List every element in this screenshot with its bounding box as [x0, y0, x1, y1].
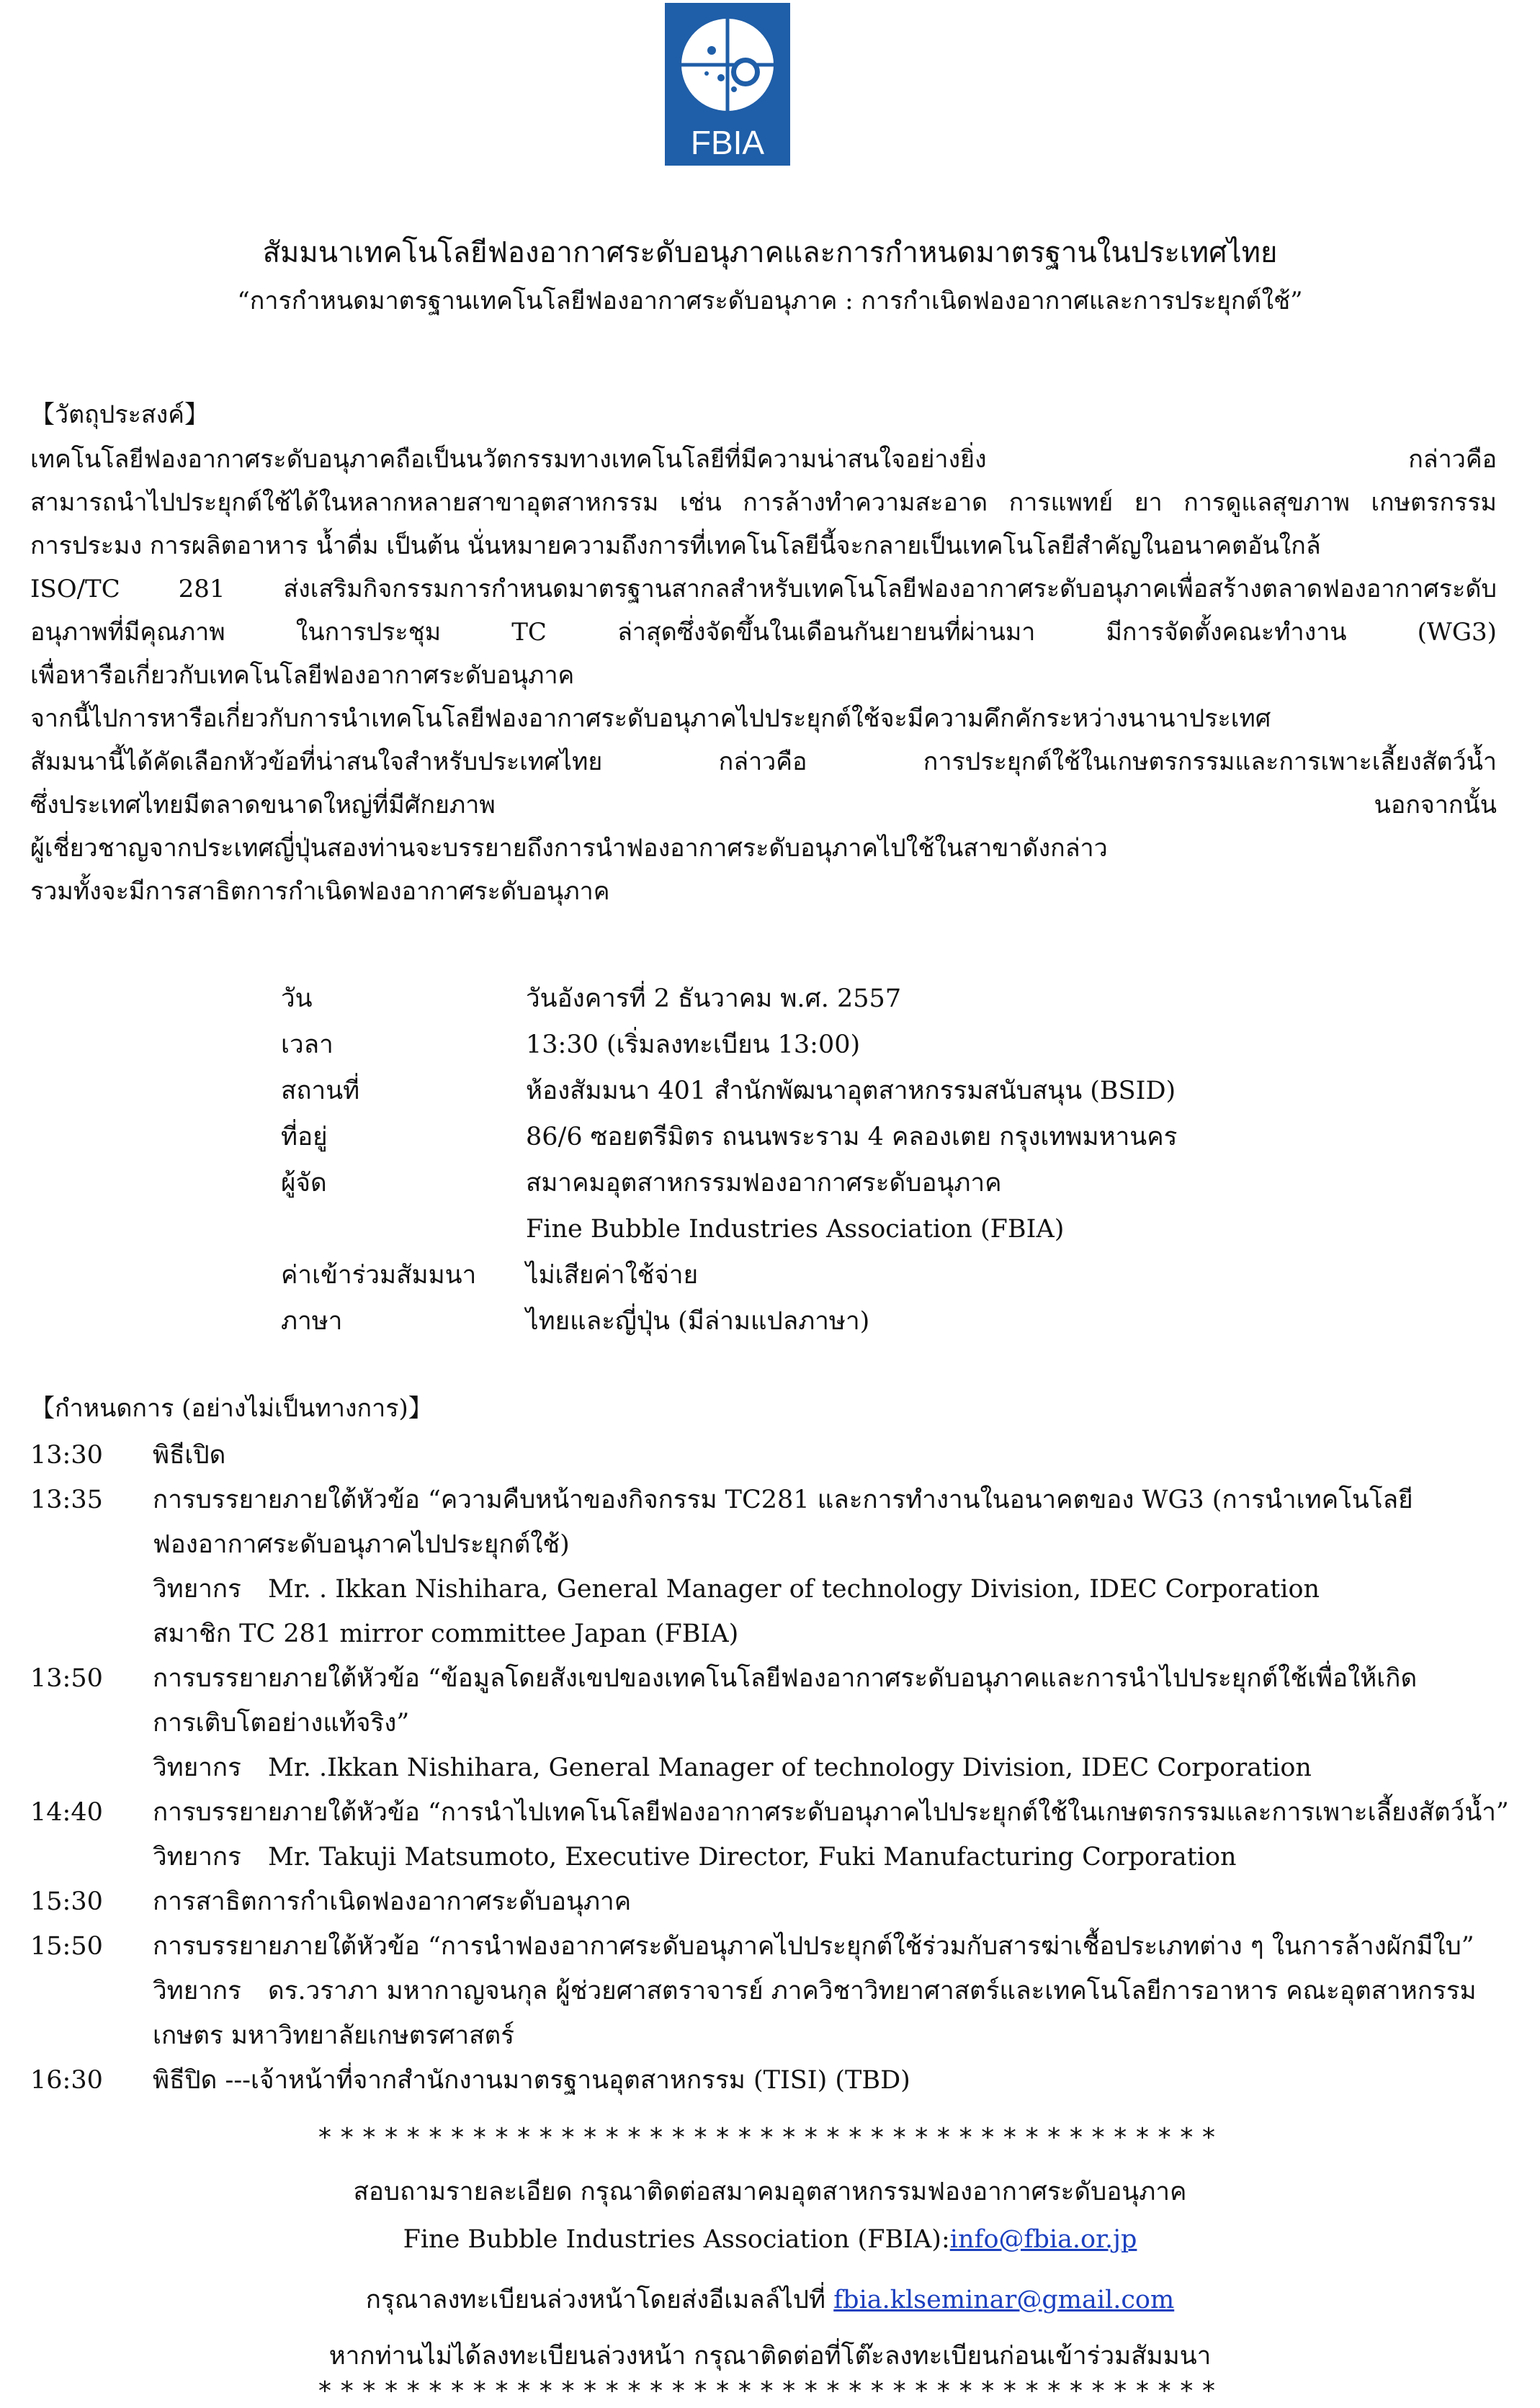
info-value: ห้องสัมมนา 401 สำนักพัฒนาอุตสาหกรรมสนับสนุน (BSID) [526, 1077, 1176, 1105]
schedule-row [30, 1835, 1514, 1879]
objective-text: เทคโนโลยีฟองอากาศระดับอนุภาคถือเป็นนวัตกรรมทางเทคโนโลยีที่มีความน่าสนใจอย่างยิ่ง [30, 445, 987, 474]
objective-text: ผู้เชี่ยวชาญจากประเทศญี่ปุ่นสองท่านจะบรรยายถึงการนำฟองอากาศระดับอนุภาคไปใช้ในสาขาดังกล่าว [30, 834, 1108, 863]
info-label: เวลา [281, 1030, 333, 1059]
schedule-time [30, 1612, 153, 1656]
objective-text: การประมง การผลิตอาหาร น้ำดื่ม เป็นต้น นั่นหมายความถึงการที่เทคโนโลยีนี้จะกลายเป็นเทคโนโลยีสำคัญในอนาคตอันใกล้ [30, 531, 1321, 560]
objective-text: ในการประชุม [295, 618, 442, 647]
objective-text: จากนี้ไปการหารือเกี่ยวกับการนำเทคโนโลยีฟองอากาศระดับอนุภาคไปประยุกต์ใช้จะมีความคึกคักระหว่างนานาประเทศ [30, 704, 1271, 733]
info-label: ค่าเข้าร่วมสัมมนา [281, 1261, 477, 1290]
schedule-detail: พิธีปิด ---เจ้าหน้าที่จากสำนักงานมาตรฐานอุตสาหกรรม (TISI) (TBD) [153, 2066, 910, 2095]
schedule-time: 13:30 [30, 1441, 103, 1470]
schedule-row [30, 1879, 1514, 1924]
objective-text: การประยุกต์ใช้ในเกษตรกรรมและการเพาะเลี้ยงสัตว์น้ำ [923, 747, 1497, 776]
schedule-list [30, 1433, 1514, 2103]
objective-text: ส่งเสริมกิจกรรมการกำหนดมาตรฐานสากลสำหรับเทคโนโลยีฟองอากาศระดับอนุภาคเพื่อสร้างตลาดฟองอากาศระดับ [283, 575, 1497, 603]
info-value: 13:30 (เริ่มลงทะเบียน 13:00) [526, 1030, 861, 1059]
event-info-table [281, 976, 1177, 1344]
schedule-time: 15:50 [30, 1932, 103, 1961]
schedule-text [153, 1612, 738, 1656]
speaker-label: วิทยากร [153, 1977, 241, 2005]
objective-text: TC [511, 618, 547, 647]
schedule-time: 14:40 [30, 1798, 103, 1827]
fbia-logo [665, 3, 790, 166]
info-value: ไทยและญี่ปุ่น (มีล่ามแปลภาษา) [526, 1307, 870, 1336]
svg-text:FBIA: FBIA [690, 124, 765, 161]
schedule-row [30, 1746, 1514, 1790]
objective-text: การแพทย์ [1008, 488, 1114, 517]
objective-text: เพื่อหารือเกี่ยวกับเทคโนโลยีฟองอากาศระดับอนุภาค [30, 661, 575, 690]
info-value: ไม่เสียค่าใช้จ่าย [526, 1261, 699, 1290]
info-label [281, 1206, 526, 1252]
objective-text: อนุภาพที่มีคุณภาพ [30, 618, 225, 647]
schedule-heading: 【กำหนดการ (อย่างไม่เป็นทางการ)】 [30, 1394, 433, 1423]
info-value: วันอังคารที่ 2 ธันวาคม พ.ศ. 2557 [526, 984, 902, 1013]
objective-line [30, 567, 1497, 611]
schedule-text [153, 1879, 631, 1924]
schedule-detail: Mr. .Ikkan Nishihara, General Manager of technology Division, IDEC Corporation [268, 1753, 1312, 1782]
objective-line [30, 740, 1497, 783]
speaker-label: วิทยากร [153, 1843, 241, 1872]
schedule-text [153, 1522, 570, 1567]
info-row [281, 1068, 1177, 1114]
schedule-row [30, 1790, 1514, 1835]
schedule-detail: ดร.วราภา มหากาญจนกุล ผู้ช่วยศาสตราจารย์ ภาควิชาวิทยาศาสตร์และเทคโนโลยีการอาหาร คณะอุตสาหกรรม [268, 1977, 1477, 2005]
schedule-detail: การบรรยายภายใต้หัวข้อ “ความคืบหน้าของกิจกรรม TC281 และการทำงานในอนาคตของ WG3 (การนำเทคโนโลยี [153, 1486, 1413, 1514]
objective-text: เกษตรกรรม [1371, 488, 1497, 517]
objective-text: สามารถนำไปประยุกต์ใช้ได้ในหลากหลายสาขาอุตสาหกรรม [30, 488, 659, 517]
objective-text: ISO/TC [30, 575, 120, 603]
schedule-text [153, 1969, 1477, 2013]
objective-text: 281 [178, 575, 225, 603]
objective-paragraph [30, 438, 1497, 913]
schedule-detail: การบรรยายภายใต้หัวข้อ “การนำฟองอากาศระดับอนุภาคไปประยุกต์ใช้ร่วมกับสารฆ่าเชื้อประเภทต่าง ๆ ในการล้างผักมีใบ” [153, 1932, 1474, 1961]
objective-text: (WG3) [1417, 618, 1497, 647]
contact-email-link[interactable]: info@fbia.or.jp [949, 2225, 1137, 2254]
info-value: 86/6 ซอยตรีมิตร ถนนพระราม 4 คลองเตย กรุงเทพมหานคร [526, 1123, 1178, 1151]
star-divider-top: ***************************************** [317, 2123, 1223, 2152]
info-row [281, 1252, 1177, 1298]
info-value: Fine Bubble Industries Association (FBIA) [526, 1215, 1065, 1244]
info-row [281, 1298, 1177, 1344]
objective-text: การล้างทำความสะอาด [743, 488, 988, 517]
schedule-detail: พิธีเปิด [153, 1441, 226, 1470]
schedule-row [30, 1924, 1514, 1969]
speaker-label: วิทยากร [153, 1575, 241, 1604]
objective-text: การดูแลสุขภาพ [1183, 488, 1350, 517]
schedule-time [30, 1567, 153, 1612]
speaker-label: วิทยากร [153, 1753, 241, 1782]
schedule-row [30, 2013, 1514, 2058]
contact-line-3 [0, 2280, 1540, 2319]
objective-text: ยา [1134, 488, 1163, 517]
objective-line [30, 481, 1497, 524]
objective-line [30, 697, 1497, 740]
info-label: ผู้จัด [281, 1169, 327, 1198]
info-row [281, 1114, 1177, 1160]
schedule-text [153, 1478, 1413, 1522]
schedule-row [30, 1567, 1514, 1612]
schedule-detail: สมาชิก TC 281 mirror committee Japan (FBIA) [153, 1619, 739, 1648]
schedule-time [30, 1835, 153, 1879]
contact-line-2 [0, 2225, 1540, 2254]
objective-line [30, 783, 1497, 827]
objective-text: ซึ่งประเทศไทยมีตลาดขนาดใหญ่ที่มีศักยภาพ [30, 791, 496, 819]
schedule-text [153, 1746, 1312, 1790]
info-label: ที่อยู่ [281, 1123, 328, 1151]
schedule-row [30, 1433, 1514, 1478]
schedule-time: 13:50 [30, 1664, 103, 1693]
schedule-time [30, 1746, 153, 1790]
schedule-time [30, 1969, 153, 2013]
schedule-time [30, 1522, 153, 1567]
seminar-subtitle: “การกำหนดมาตรฐานเทคโนโลยีฟองอากาศระดับอนุภาค : การกำเนิดฟองอากาศและการประยุกต์ใช้” [237, 287, 1303, 315]
schedule-row [30, 2058, 1514, 2103]
objective-line [30, 524, 1497, 567]
star-divider-bottom: ***************************************** [317, 2376, 1223, 2406]
info-row [281, 1022, 1177, 1068]
objective-text: เช่น [679, 488, 722, 517]
contact-line-1: สอบถามรายละเอียด กรุณาติดต่อสมาคมอุตสาหกรรมฟองอากาศระดับอนุภาค [353, 2178, 1187, 2206]
objective-line [30, 870, 1497, 913]
objective-text: มีการจัดตั้งคณะทำงาน [1106, 618, 1347, 647]
objective-text: สัมมนานี้ได้คัดเลือกหัวข้อที่น่าสนใจสำหรับประเทศไทย [30, 747, 603, 776]
schedule-detail: การสาธิตการกำเนิดฟองอากาศระดับอนุภาค [153, 1887, 632, 1916]
schedule-text [153, 2058, 910, 2103]
register-instruction: กรุณาลงทะเบียนล่วงหน้าโดยส่งอีเมลล์ไปที่ [365, 2286, 834, 2314]
schedule-time [30, 1701, 153, 1746]
objective-line [30, 827, 1497, 870]
info-label: สถานที่ [281, 1077, 360, 1105]
info-label: วัน [281, 984, 313, 1013]
info-row [281, 976, 1177, 1022]
seminar-title: สัมมนาเทคโนโลยีฟองอากาศระดับอนุภาคและการกำหนดมาตรฐานในประเทศไทย [262, 236, 1278, 269]
fbia-logo-icon [665, 3, 790, 166]
objective-text: กล่าวคือ [1408, 445, 1497, 474]
schedule-text [153, 1790, 1509, 1835]
objective-line [30, 654, 1497, 697]
info-label: ภาษา [281, 1307, 343, 1336]
schedule-row [30, 1701, 1514, 1746]
register-email-link[interactable]: fbia.klseminar@gmail.com [833, 2286, 1175, 2314]
schedule-detail: การเติบโตอย่างแท้จริง” [153, 1709, 410, 1738]
contact-org: Fine Bubble Industries Association (FBIA): [403, 2225, 950, 2254]
schedule-time: 15:30 [30, 1887, 103, 1916]
schedule-row [30, 1656, 1514, 1701]
info-row [281, 1160, 1177, 1206]
schedule-time: 16:30 [30, 2066, 103, 2095]
info-value: สมาคมอุตสาหกรรมฟองอากาศระดับอนุภาค [526, 1169, 1002, 1198]
schedule-detail: Mr. Takuji Matsumoto, Executive Director, Fuki Manufacturing Corporation [268, 1843, 1237, 1872]
schedule-detail: Mr. . Ikkan Nishihara, General Manager of technology Division, IDEC Corporation [268, 1575, 1320, 1604]
schedule-text [153, 1835, 1237, 1879]
schedule-detail: การบรรยายภายใต้หัวข้อ “ข้อมูลโดยสังเขปของเทคโนโลยีฟองอากาศระดับอนุภาคและการนำไปประยุกต์ใช้เพื่อให้เกิด [153, 1664, 1418, 1693]
schedule-detail: การบรรยายภายใต้หัวข้อ “การนำไปเทคโนโลยีฟองอากาศระดับอนุภาคไปประยุกต์ใช้ในเกษตรกรรมและการเพาะเลี้ยงสัตว์น้ำ” [153, 1798, 1509, 1827]
schedule-text [153, 2013, 514, 2058]
schedule-text [153, 1567, 1320, 1612]
objective-text: รวมทั้งจะมีการสาธิตการกำเนิดฟองอากาศระดับอนุภาค [30, 877, 610, 906]
schedule-text [153, 1656, 1417, 1701]
schedule-detail: ฟองอากาศระดับอนุภาคไปประยุกต์ใช้) [153, 1530, 570, 1559]
objective-heading: 【วัตถุประสงค์】 [30, 400, 209, 429]
schedule-time: 13:35 [30, 1486, 103, 1514]
schedule-text [153, 1924, 1474, 1969]
schedule-row [30, 1612, 1514, 1656]
objective-line [30, 611, 1497, 654]
schedule-text [153, 1701, 409, 1746]
schedule-row [30, 1522, 1514, 1567]
schedule-detail: เกษตร มหาวิทยาลัยเกษตรศาสตร์ [153, 2021, 515, 2050]
objective-text: นอกจากนั้น [1374, 791, 1497, 819]
schedule-row [30, 1969, 1514, 2013]
objective-text: กล่าวคือ [718, 747, 807, 776]
objective-line [30, 438, 1497, 481]
objective-text: ล่าสุดซึ่งจัดขึ้นในเดือนกันยายนที่ผ่านมา [617, 618, 1036, 647]
schedule-row [30, 1478, 1514, 1522]
schedule-time [30, 2013, 153, 2058]
contact-line-4: หากท่านไม่ได้ลงทะเบียนล่วงหน้า กรุณาติดต่อที่โต๊ะลงทะเบียนก่อนเข้าร่วมสัมมนา [328, 2342, 1212, 2371]
info-row [281, 1206, 1177, 1252]
schedule-text [153, 1433, 225, 1478]
